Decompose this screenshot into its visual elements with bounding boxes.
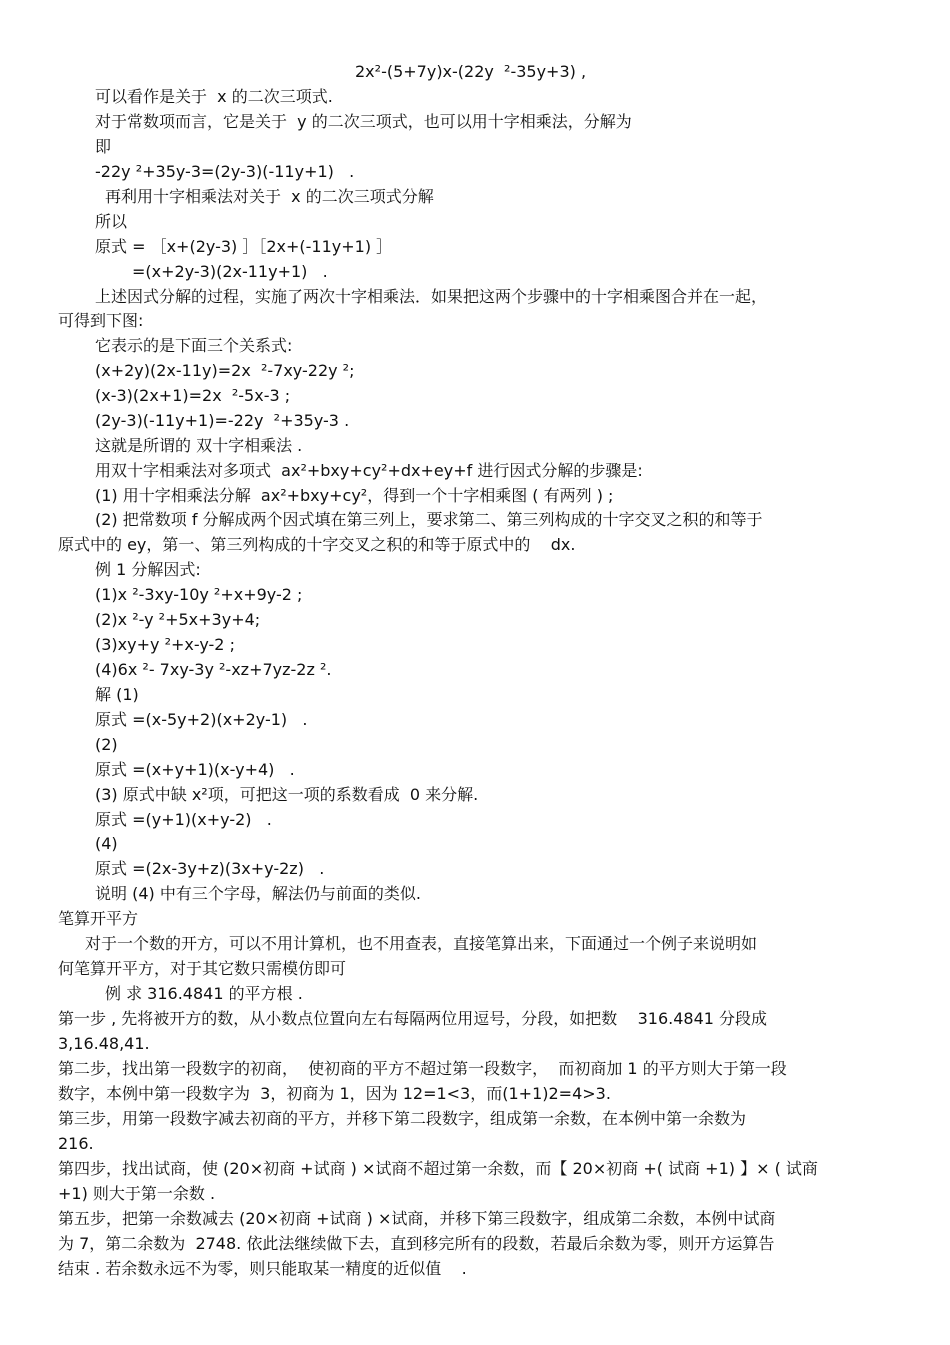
text-line: 例 求 316.4841 的平方根 . <box>105 984 303 1003</box>
text-line: 原式 =(2x-3y+z)(3x+y-2z) . <box>95 859 325 878</box>
text-line: +1) 则大于第一余数 . <box>58 1184 216 1203</box>
text-line: 可以看作是关于 x 的二次三项式. <box>95 87 333 106</box>
text-line: 对于常数项而言，它是关于 y 的二次三项式，也可以用十字相乘法，分解为 <box>95 112 632 131</box>
text-line: (2) <box>95 735 118 754</box>
text-line: 216. <box>58 1134 94 1153</box>
text-line: 结束 . 若余数永远不为零，则只能取某一精度的近似值 . <box>58 1259 467 1278</box>
text-line: 原式 =(y+1)(x+y-2) . <box>95 810 272 829</box>
text-line: 可得到下图: <box>58 311 144 330</box>
text-line: 为 7，第二余数为 2748. 依此法继续做下去，直到移完所有的段数，若最后余数为零，则开方运算告 <box>58 1234 775 1253</box>
text-line: (4)6x ²- 7xy-3y ²-xz+7yz-2z ². <box>95 660 332 679</box>
text-line: =(x+2y-3)(2x-11y+1) . <box>132 262 328 281</box>
text-line: (2)x ²-y ²+5x+3y+4; <box>95 610 261 629</box>
text-line: (1)x ²-3xy-10y ²+x+9y-2 ; <box>95 585 303 604</box>
text-line: 第二步，找出第一段数字的初商， 使初商的平方不超过第一段数字， 而初商加 1 的平方则大于第一段 <box>58 1059 787 1078</box>
text-line: 对于一个数的开方，可以不用计算机，也不用查表，直接笔算出来，下面通过一个例子来说明如 <box>85 934 758 953</box>
text-line: 这就是所谓的 双十字相乘法 . <box>95 436 303 455</box>
text-line: (2) 把常数项 f 分解成两个因式填在第三列上，要求第二、第三列构成的十字交叉之积的和等于 <box>95 510 763 529</box>
text-line: 解 (1) <box>95 685 139 704</box>
text-line: 第三步，用第一段数字减去初商的平方，并移下第二段数字，组成第一余数，在本例中第一余数为 <box>58 1109 747 1128</box>
text-line: 它表示的是下面三个关系式: <box>95 336 293 355</box>
text-line: 再利用十字相乘法对关于 x 的二次三项式分解 <box>105 187 434 206</box>
text-line: 2x²-(5+7y)x-(22y ²-35y+3) , <box>355 62 587 81</box>
text-line: 所以 <box>95 212 128 231</box>
text-line: (x-3)(2x+1)=2x ²-5x-3 ; <box>95 386 291 405</box>
text-line: 数字，本例中第一段数字为 3，初商为 1，因为 12=1<3，而(1+1)2=4>3. <box>58 1084 611 1103</box>
text-line: 何笔算开平方，对于其它数只需模仿即可 <box>58 959 347 978</box>
text-line: 例 1 分解因式: <box>95 560 201 579</box>
text-line: 说明 (4) 中有三个字母，解法仍与前面的类似. <box>95 884 421 903</box>
text-line: 上述因式分解的过程，实施了两次十字相乘法．如果把这两个步骤中的十字相乘图合并在一起， <box>95 287 768 306</box>
text-line: 原式 = ［x+(2y-3) ］［2x+(-11y+1) ］ <box>95 237 393 256</box>
text-line: 原式中的 ey，第一、第三列构成的十字交叉之积的和等于原式中的 dx. <box>58 535 576 554</box>
text-line: (2y-3)(-11y+1)=-22y ²+35y-3 . <box>95 411 350 430</box>
text-line: (1) 用十字相乘法分解 ax²+bxy+cy²，得到一个十字相乘图 ( 有两列 ) ; <box>95 486 614 505</box>
text-line: 3,16.48,41. <box>58 1034 150 1053</box>
section-heading: 笔算开平方 <box>58 909 139 928</box>
text-line: -22y ²+35y-3=(2y-3)(-11y+1) . <box>95 162 355 181</box>
text-line: 原式 =(x-5y+2)(x+2y-1) . <box>95 710 308 729</box>
text-line: 第五步，把第一余数减去 (20×初商 +试商 ) ×试商，并移下第三段数字，组成第二余数，本例中试商 <box>58 1209 776 1228</box>
text-line: (3) 原式中缺 x²项，可把这一项的系数看成 0 来分解. <box>95 785 479 804</box>
text-line: (3)xy+y ²+x-y-2 ; <box>95 635 235 654</box>
text-line: 用双十字相乘法对多项式 ax²+bxy+cy²+dx+ey+f 进行因式分解的步骤是: <box>95 461 643 480</box>
text-line: 第一步 , 先将被开方的数，从小数点位置向左右每隔两位用逗号，分段，如把数 316.4841 分段成 <box>58 1009 768 1028</box>
text-line: (4) <box>95 834 118 853</box>
text-line: 第四步，找出试商，使 (20×初商 +试商 ) ×试商不超过第一余数，而【 20×初商 +( 试商 +1) 】× ( 试商 <box>58 1159 818 1178</box>
text-line: (x+2y)(2x-11y)=2x ²-7xy-22y ²; <box>95 361 355 380</box>
text-line: 即 <box>95 137 112 156</box>
text-line: 原式 =(x+y+1)(x-y+4) . <box>95 760 295 779</box>
